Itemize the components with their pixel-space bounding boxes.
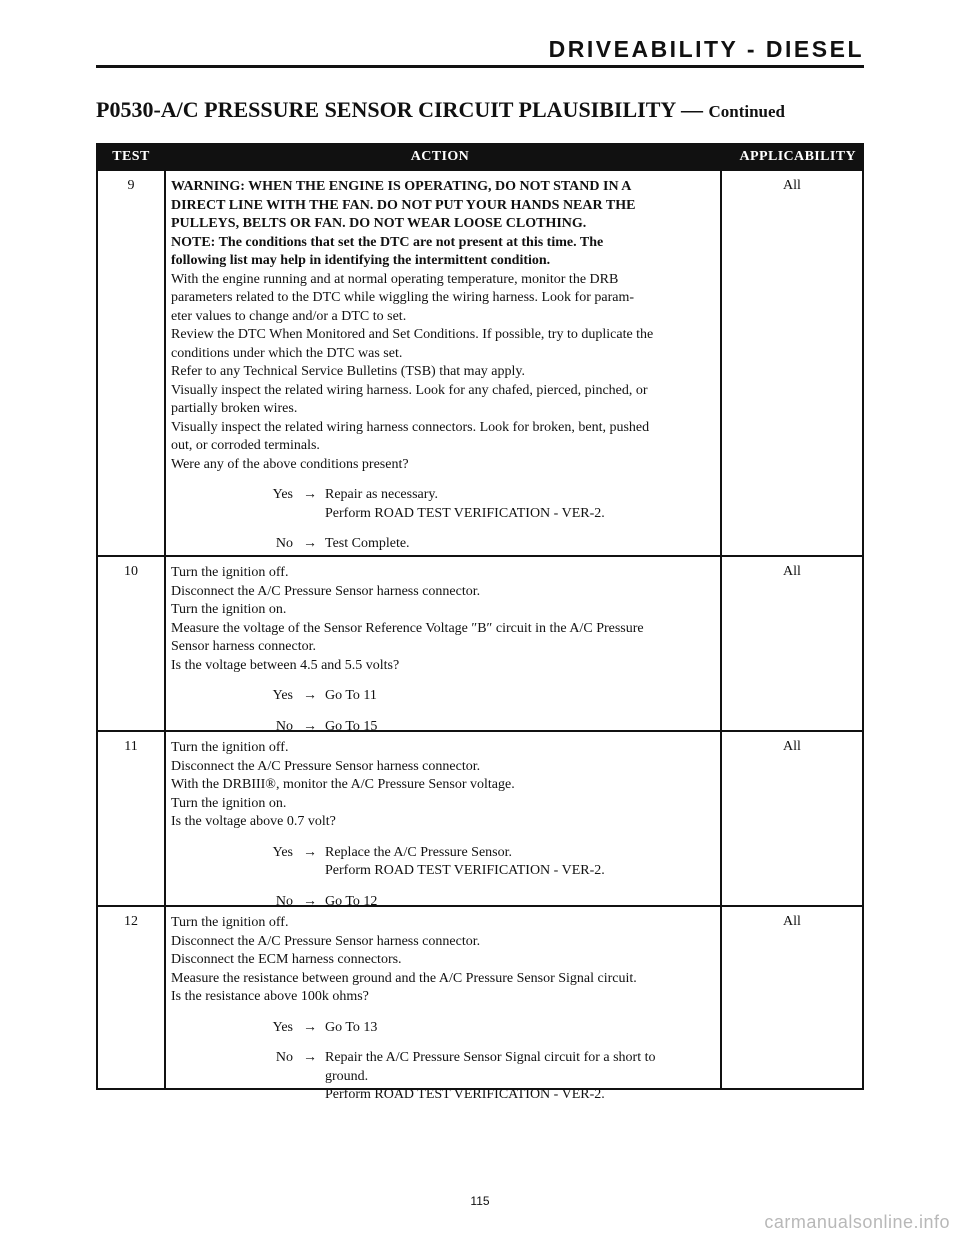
action-line: Measure the resistance between ground and the A/C Pressure Sensor Signal circuit. [171, 970, 637, 986]
action-line: out, or corroded terminals. [171, 438, 320, 453]
warning-line: PULLEYS, BELTS OR FAN. DO NOT WEAR LOOSE CLOTHING. [171, 216, 587, 231]
applicability-cell: All [783, 178, 801, 193]
test-number: 11 [124, 739, 138, 754]
answer-no [171, 1049, 715, 1105]
table-row [98, 555, 862, 734]
action-line: Disconnect the ECM harness connectors. [171, 952, 402, 967]
table-row [98, 169, 862, 555]
result-line: Go To 13 [325, 1019, 378, 1035]
answer-label: No [275, 718, 293, 734]
question-line: Is the resistance above 100k ohms? [171, 989, 369, 1004]
action-line: Measure the voltage of the Sensor Reference Voltage ″B″ circuit in the A/C Pressure [171, 620, 644, 636]
applicability-cell: All [783, 914, 801, 929]
table-row [98, 730, 862, 909]
continued-label: Continued [708, 102, 785, 121]
result-line: Go To 11 [325, 688, 377, 703]
answer-result [322, 1019, 715, 1038]
action-line: Disconnect the A/C Pressure Sensor harness connector. [171, 583, 481, 599]
arrow-right-icon: → [303, 844, 317, 860]
answer-result [322, 1049, 715, 1105]
page-number: 115 [470, 1194, 490, 1208]
diagnostic-table [96, 143, 864, 1102]
result-line: Repair as necessary. [325, 487, 438, 502]
action-line: Turn the ignition off. [171, 740, 289, 755]
arrow-right-icon: → [303, 893, 317, 909]
action-line: Turn the ignition off. [171, 565, 289, 580]
applicability-cell: All [783, 739, 801, 754]
action-line: With the DRBIII®, monitor the A/C Pressure Sensor voltage. [171, 777, 515, 792]
arrow-right-icon: → [303, 536, 317, 551]
answer-result [322, 687, 715, 706]
answer-yes [171, 687, 715, 706]
result-line: Go To 15 [325, 718, 378, 734]
action-line: Visually inspect the related wiring harness connectors. Look for broken, bent, pushed [171, 419, 650, 435]
question-line: Is the voltage above 0.7 volt? [171, 814, 336, 829]
action-line: partially broken wires. [171, 401, 298, 416]
answer-result [322, 486, 715, 523]
result-line: ground. [325, 1068, 369, 1084]
column-action: ACTION [410, 149, 470, 164]
answer-yes [171, 844, 715, 881]
answer-label: No [275, 1050, 293, 1065]
page-title [96, 97, 785, 123]
result-line: Repair the A/C Pressure Sensor Signal circuit for a short to [325, 1050, 656, 1065]
action-line: With the engine running and at normal operating temperature, monitor the DRB [171, 271, 619, 287]
result-line: Replace the A/C Pressure Sensor. [325, 844, 513, 860]
answer-label: Yes [272, 487, 293, 502]
table-row [98, 905, 862, 1102]
test-number: 9 [127, 178, 135, 193]
answer-label: Yes [272, 844, 293, 860]
warning-line: DIRECT LINE WITH THE FAN. DO NOT PUT YOUR HANDS NEAR THE [171, 197, 636, 213]
action-line: eter values to change and/or a DTC to set. [171, 308, 407, 324]
action-cell [164, 171, 722, 555]
action-cell [164, 907, 722, 1102]
action-line: Turn the ignition on. [171, 795, 287, 811]
page-title-text: P0530-A/C PRESSURE SENSOR CIRCUIT PLAUSIBILITY — [96, 97, 703, 122]
action-line: Disconnect the A/C Pressure Sensor harness connector. [171, 933, 481, 949]
warning-line: WARNING: WHEN THE ENGINE IS OPERATING, DO NOT STAND IN A [171, 179, 632, 194]
action-line: Review the DTC When Monitored and Set Conditions. If possible, try to duplicate the [171, 327, 654, 342]
applicability-cell: All [783, 564, 801, 579]
action-line: Turn the ignition off. [171, 915, 289, 930]
action-line: parameters related to the DTC while wiggling the wiring harness. Look for param- [171, 290, 635, 305]
test-number: 12 [124, 914, 138, 929]
arrow-right-icon: → [303, 718, 317, 734]
column-applicability: APPLICABILITY [739, 149, 856, 164]
result-line: Perform ROAD TEST VERIFICATION - VER-2. [325, 505, 605, 521]
answer-label: No [275, 536, 293, 551]
result-line: Perform ROAD TEST VERIFICATION - VER-2. [325, 1087, 605, 1102]
action-line: Sensor harness connector. [171, 639, 317, 654]
action-cell [164, 732, 722, 909]
note-line: NOTE: The conditions that set the DTC are not present at this time. The [171, 234, 604, 250]
answer-label: Yes [272, 1019, 293, 1035]
arrow-right-icon: → [303, 1050, 317, 1065]
action-line: conditions under which the DTC was set. [171, 345, 403, 361]
question-line: Were any of the above conditions present? [171, 456, 409, 472]
answer-label: No [275, 893, 293, 909]
test-number: 10 [124, 564, 138, 579]
header-rule [96, 65, 864, 68]
note-line: following list may help in identifying the intermittent condition. [171, 253, 551, 268]
result-line: Go To 12 [325, 893, 378, 909]
action-line: Visually inspect the related wiring harness. Look for any chafed, pierced, pinched, or [171, 382, 648, 398]
answer-yes [171, 486, 715, 523]
arrow-right-icon: → [303, 487, 317, 502]
watermark: carmanualsonline.info [764, 1212, 950, 1232]
result-line: Perform ROAD TEST VERIFICATION - VER-2. [325, 863, 605, 878]
answer-result [322, 844, 715, 881]
answer-label: Yes [272, 688, 293, 703]
answer-no [171, 535, 715, 554]
section-title: DRIVEABILITY - DIESEL [548, 36, 864, 62]
column-test: TEST [112, 149, 150, 164]
action-line: Turn the ignition on. [171, 602, 287, 617]
answer-result [322, 535, 715, 554]
arrow-right-icon: → [303, 688, 317, 703]
action-line: Disconnect the A/C Pressure Sensor harness connector. [171, 758, 481, 774]
question-line: Is the voltage between 4.5 and 5.5 volts? [171, 657, 400, 673]
table-header [98, 145, 862, 169]
answer-yes [171, 1019, 715, 1038]
action-line: Refer to any Technical Service Bulletins (TSB) that may apply. [171, 364, 525, 379]
action-cell [164, 557, 722, 734]
result-line: Test Complete. [325, 536, 410, 551]
arrow-right-icon: → [303, 1019, 317, 1035]
